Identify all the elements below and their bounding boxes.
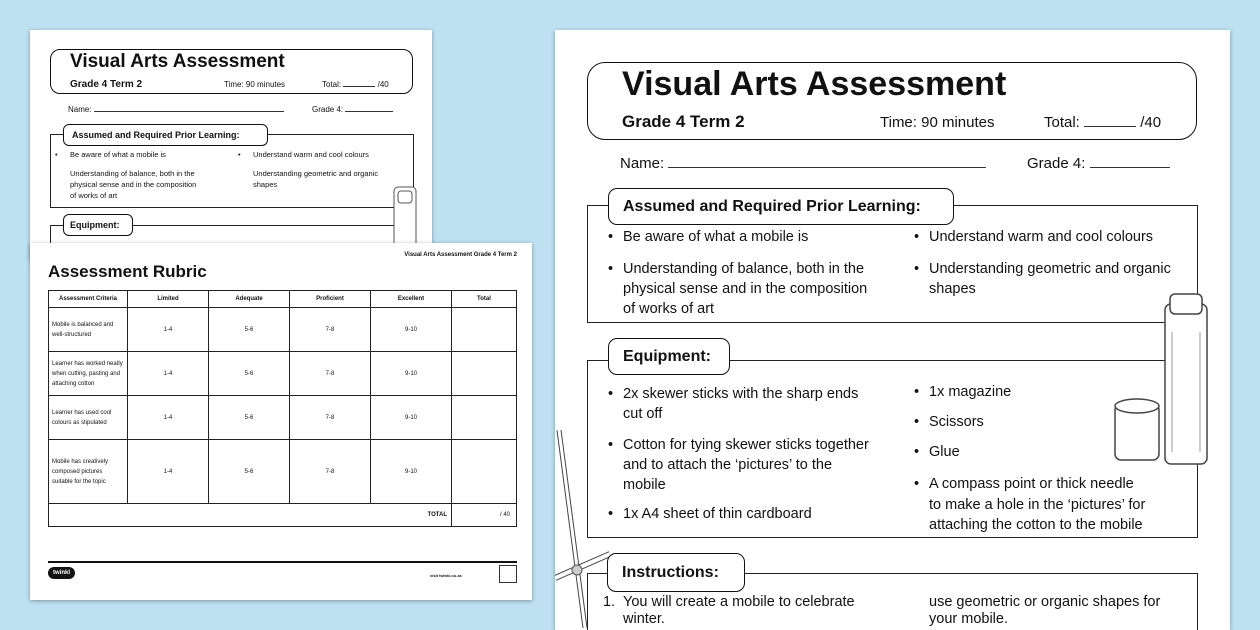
time-label: Time: 90 minutes bbox=[880, 114, 995, 131]
score-cell: 9-10 bbox=[371, 396, 452, 440]
table-row bbox=[49, 396, 517, 440]
criteria-cell: Mobile is balanced and well-structured bbox=[49, 308, 128, 352]
total-max: /40 bbox=[377, 80, 389, 89]
score-cell: 1-4 bbox=[128, 396, 209, 440]
score-cell: 5-6 bbox=[209, 396, 290, 440]
total-cell bbox=[452, 308, 517, 352]
grade-field bbox=[1027, 155, 1170, 172]
equipment-item: • Cotton for tying skewer sticks together and to attach the ‘pictures’ to the mobile bbox=[623, 435, 869, 495]
prior-learning-heading: Assumed and Required Prior Learning: bbox=[608, 188, 954, 225]
criteria-cell: Learner has worked neatly when cutting, pasting and attaching cotton bbox=[49, 352, 128, 396]
score-cell: 7-8 bbox=[290, 352, 371, 396]
rubric-title: Assessment Rubric bbox=[48, 262, 207, 281]
score-cell: 9-10 bbox=[371, 440, 452, 504]
equipment-heading: Equipment: bbox=[608, 338, 730, 375]
total-cell bbox=[452, 396, 517, 440]
time-label: Time: 90 minutes bbox=[224, 80, 286, 89]
prior-item: • Be aware of what a mobile is bbox=[70, 150, 166, 159]
equipment-item: • Glue bbox=[929, 444, 960, 460]
score-cell: 5-6 bbox=[209, 308, 290, 352]
table-row bbox=[49, 352, 517, 396]
column-header: Limited bbox=[128, 291, 209, 308]
name-field bbox=[620, 155, 986, 172]
table-header-row bbox=[49, 291, 517, 308]
column-header: Excellent bbox=[371, 291, 452, 308]
column-header: Adequate bbox=[209, 291, 290, 308]
column-header: Proficient bbox=[290, 291, 371, 308]
footer-divider bbox=[48, 561, 517, 563]
total-cell bbox=[452, 440, 517, 504]
grade-field bbox=[312, 105, 393, 114]
prior-item: Understanding of balance, both in the physical sense and in the composition of works of art bbox=[70, 169, 197, 200]
twinkl-logo: twinkl bbox=[48, 567, 75, 579]
instruction-item: You will create a mobile to celebrate winter. bbox=[623, 594, 855, 627]
instructions-heading: Instructions: bbox=[607, 553, 745, 592]
name-label: Name: bbox=[68, 105, 92, 114]
criteria-cell: Mobile has creatively composed pictures suitable for the topic bbox=[49, 440, 128, 504]
instruction-number: 1. bbox=[603, 594, 616, 610]
worksheet-title: Visual Arts Assessment bbox=[70, 51, 285, 72]
footer-url: visit twinkl.co.za bbox=[430, 573, 462, 578]
prior-item: Understanding geometric and organic shapes bbox=[253, 169, 379, 189]
instruction-item: use geometric or organic shapes for your mobile. bbox=[929, 594, 1161, 627]
prior-item: • Understanding geometric and organic shapes bbox=[929, 259, 1171, 299]
score-cell: 7-8 bbox=[290, 308, 371, 352]
score-cell: 5-6 bbox=[209, 352, 290, 396]
equipment-item: • 2x skewer sticks with the sharp ends cut off bbox=[623, 384, 858, 424]
total-label: Total: bbox=[322, 80, 342, 89]
total-label: Total: bbox=[1044, 114, 1080, 131]
total-field bbox=[1044, 114, 1161, 131]
grade-label: Grade 4: bbox=[312, 105, 344, 114]
total-max: /40 bbox=[1140, 114, 1162, 131]
equipment-heading: Equipment: bbox=[63, 214, 133, 236]
score-cell: 5-6 bbox=[209, 440, 290, 504]
rubric-table bbox=[48, 290, 517, 527]
score-cell: 1-4 bbox=[128, 308, 209, 352]
name-field bbox=[68, 105, 284, 114]
score-cell: 1-4 bbox=[128, 352, 209, 396]
worksheet-title: Visual Arts Assessment bbox=[622, 65, 1007, 103]
criteria-cell: Learner has used cool colours as stipulated bbox=[49, 396, 128, 440]
publisher-badge bbox=[499, 565, 517, 583]
rubric-page bbox=[30, 243, 532, 600]
prior-item: • Understanding of balance, both in the physical sense and in the composition of works of art bbox=[623, 259, 867, 319]
worksheet-page bbox=[555, 30, 1230, 630]
equipment-item: • Scissors bbox=[929, 414, 984, 430]
worksheet-preview-small bbox=[30, 30, 432, 260]
total-label: TOTAL bbox=[49, 504, 452, 527]
table-row bbox=[49, 440, 517, 504]
total-row bbox=[49, 504, 517, 527]
worksheet-subtitle: Grade 4 Term 2 bbox=[622, 112, 745, 131]
grade-label: Grade 4: bbox=[1027, 155, 1086, 172]
prior-item: • Understand warm and cool colours bbox=[253, 150, 369, 159]
score-cell: 7-8 bbox=[290, 396, 371, 440]
worksheet-subtitle: Grade 4 Term 2 bbox=[70, 79, 143, 90]
prior-item: • Understand warm and cool colours bbox=[929, 229, 1153, 245]
column-header: Total bbox=[452, 291, 517, 308]
score-cell: 9-10 bbox=[371, 352, 452, 396]
rubric-header-note: Visual Arts Assessment Grade 4 Term 2 bbox=[404, 252, 517, 258]
name-label: Name: bbox=[620, 155, 665, 172]
equipment-item: • A compass point or thick needle to make a hole in the ‘pictures’ for attaching the cotton to the mobile bbox=[929, 474, 1145, 536]
score-cell: 9-10 bbox=[371, 308, 452, 352]
score-cell: 1-4 bbox=[128, 440, 209, 504]
score-cell: 7-8 bbox=[290, 440, 371, 504]
column-header: Assessment Criteria bbox=[49, 291, 128, 308]
equipment-item: • 1x A4 sheet of thin cardboard bbox=[623, 506, 812, 522]
glue-illustration bbox=[1110, 292, 1210, 467]
total-value: / 40 bbox=[452, 504, 517, 527]
equipment-item: • 1x magazine bbox=[929, 384, 1011, 400]
prior-learning-heading: Assumed and Required Prior Learning: bbox=[63, 124, 268, 146]
total-cell bbox=[452, 352, 517, 396]
total-field bbox=[322, 80, 389, 89]
table-row bbox=[49, 308, 517, 352]
prior-item: • Be aware of what a mobile is bbox=[623, 229, 808, 245]
